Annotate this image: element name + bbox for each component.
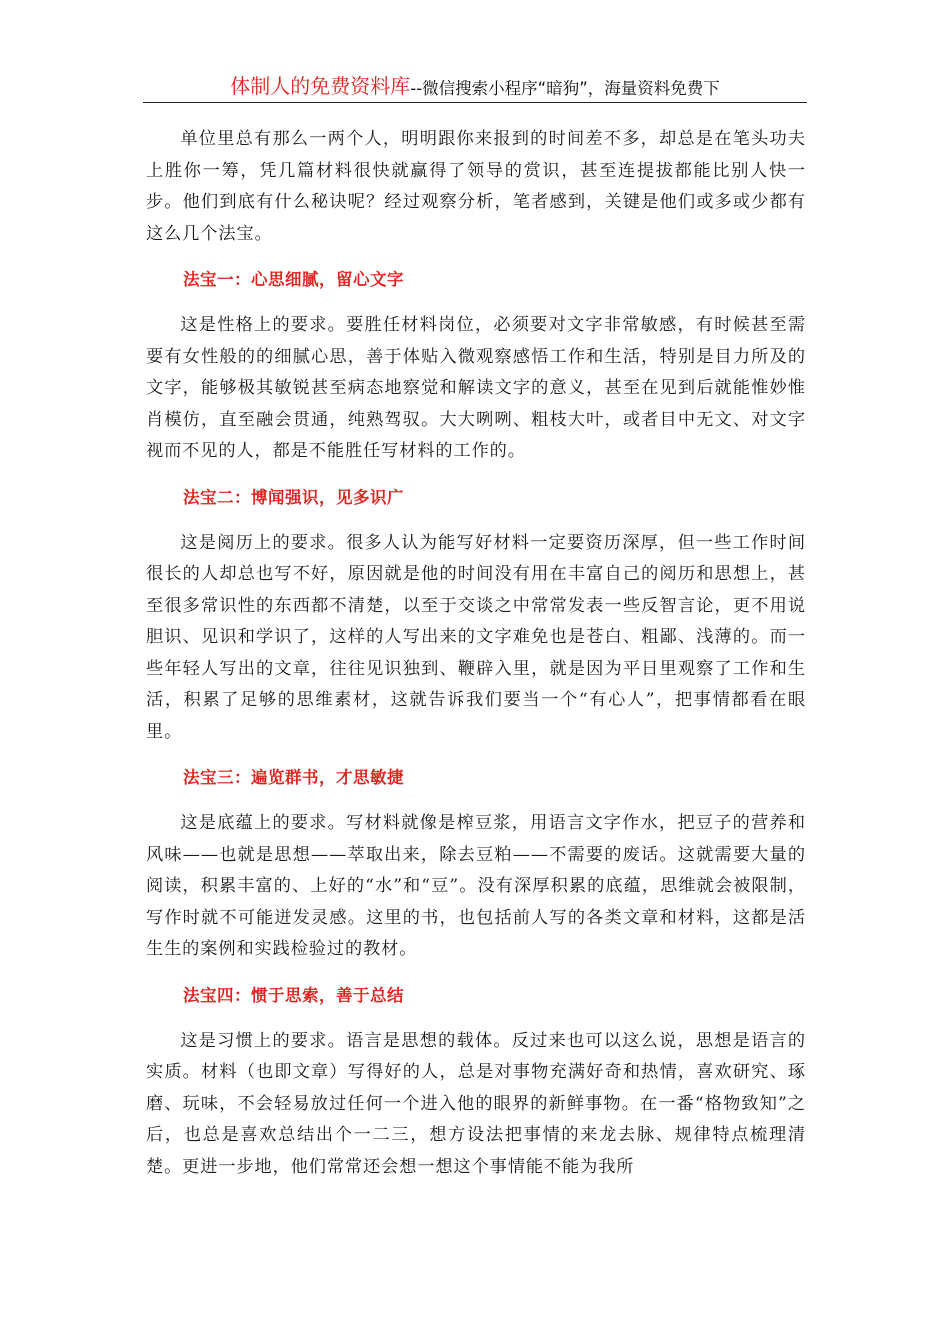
section-heading-4: 法宝四：惯于思索，善于总结: [183, 985, 404, 1005]
section-paragraph-2: 这是阅历上的要求。很多人认为能写好材料一定要资历深厚，但一些工作时间很长的人却总也写不好，原因就是他的时间没有用在丰富自己的阅历和思想上，甚至很多常识性的东西都不清楚，以至于交谈之中常常发表一些反智言论，更不用说胆识、见识和学识了，这样的人写出来的文字难免也是苍白、粗鄙、浅薄的。而一些年轻人写出的文章，往往见识独到、鞭辟入里，就是因为平日里观察了工作和生活，积累了足够的思维素材，这就告诉我们要当一个“有心人”，把事情都看在眼里。: [146, 532, 806, 742]
page-header: [143, 70, 807, 103]
header-brand: 体制人的免费资料库: [230, 74, 411, 98]
section-heading-1: 法宝一：心思细腻，留心文字: [183, 270, 404, 289]
section-paragraph-4: 这是习惯上的要求。语言是思想的载体。反过来也可以这么说，思想是语言的实质。材料（也即文章）写得好的人，总是对事物充满好奇和热情，喜欢研究、琢磨、玩味，不会轻易放过任何一个进入他的眼界的新鲜事物。在一番“格物致知”之后，也总是喜欢总结出个一二三，想方设法把事情的来龙去脉、规律特点梳理清楚。更进一步地，他们常常还会想一想这个事情能不能为我所: [146, 1030, 806, 1177]
header-subtitle: --微信搜索小程序“暗狗”，海量资料免费下: [410, 79, 720, 98]
section-paragraph-3: 这是底蕴上的要求。写材料就像是榨豆浆，用语言文字作水，把豆子的营养和风味——也就是思想——萃取出来，除去豆粕——不需要的废话。这就需要大量的阅读，积累丰富的、上好的“水”和“豆”。没有深厚积累的底蕴，思维就会被限制，写作时就不可能迸发灵感。这里的书，也包括前人写的各类文章和材料，这都是活生生的案例和实践检验过的教材。: [146, 813, 806, 959]
section-heading-3: 法宝三：遍览群书，才思敏捷: [183, 768, 404, 787]
intro-paragraph: 单位里总有那么一两个人，明明跟你来报到的时间差不多，却总是在笔头功夫上胜你一筹，凭几篇材料很快就赢得了领导的赏识，甚至连提拔都能比别人快一步。他们到底有什么秘诀呢？经过观察分析，笔者感到，关键是他们或多或少都有这么几个法宝。: [146, 129, 806, 244]
document-body: [146, 124, 806, 1199]
section-paragraph-1: 这是性格上的要求。要胜任材料岗位，必须要对文字非常敏感，有时候甚至需要有女性般的的细腻心思，善于体贴入微观察感悟工作和生活，特别是目力所及的文字，能够极其敏锐甚至病态地察觉和解读文字的意义，甚至在见到后就能惟妙惟肖模仿，直至融会贯通，纯熟驾驭。大大咧咧、粗枝大叶，或者目中无文、对文字视而不见的人，都是不能胜任写材料的工作的。: [146, 315, 806, 461]
section-heading-2: 法宝二：博闻强识，见多识广: [183, 487, 404, 507]
